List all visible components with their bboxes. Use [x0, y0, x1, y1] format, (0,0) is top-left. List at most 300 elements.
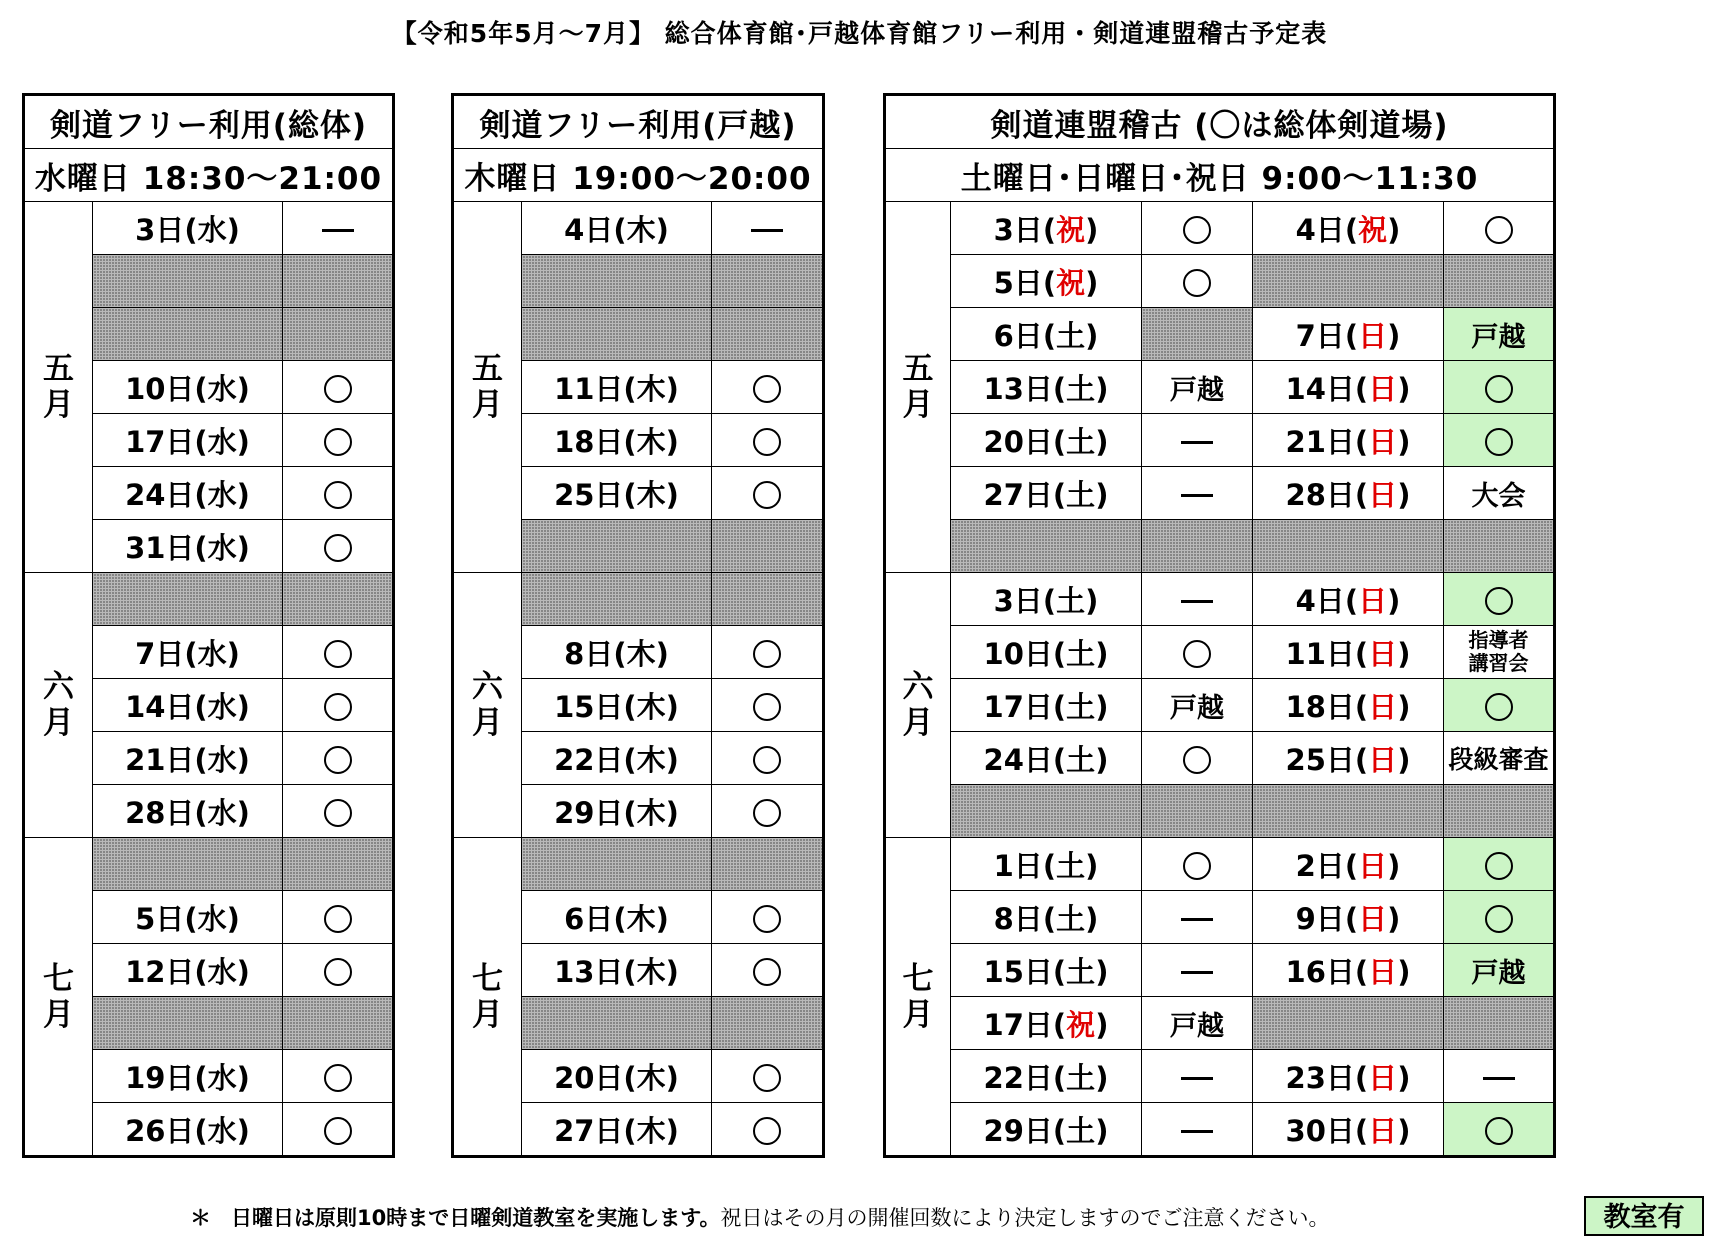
- status-cell: [1142, 997, 1253, 1050]
- month-char: 五: [902, 351, 934, 387]
- month-char: 六: [902, 669, 934, 705]
- paren-close: ): [1085, 265, 1099, 300]
- circle-mark-icon: [324, 375, 352, 403]
- date-cell: 6日(木): [522, 891, 712, 944]
- date-cell: 12日(水): [93, 944, 283, 997]
- date-cell: [951, 626, 1142, 679]
- date-day: 27日: [983, 477, 1053, 512]
- circle-mark-icon: [324, 693, 352, 721]
- date-cell: [1253, 679, 1444, 732]
- date-cell: [1253, 891, 1444, 944]
- paren-open: (: [1052, 1060, 1067, 1095]
- date-cell: [951, 202, 1142, 255]
- status-text: 戸越: [1170, 374, 1224, 406]
- shaded-empty-cell: [283, 838, 394, 891]
- date-cell: 7日(水): [93, 626, 283, 679]
- paren-close: ): [1387, 318, 1401, 353]
- paren-close: ): [1095, 1060, 1109, 1095]
- table-row: [885, 626, 1555, 679]
- footnote: [190, 1202, 1330, 1232]
- shaded-empty-cell: [1253, 785, 1444, 838]
- date-cell: [951, 997, 1142, 1050]
- circle-mark-icon: [1183, 269, 1211, 297]
- date-cell: [951, 679, 1142, 732]
- paren-close: ): [1095, 689, 1109, 724]
- weekday-label: 日: [1368, 689, 1398, 724]
- date-cell: [1253, 202, 1444, 255]
- status-text: 戸越: [1471, 957, 1526, 989]
- date-day: 16日: [1285, 954, 1355, 989]
- shaded-empty-cell: [951, 785, 1142, 838]
- shaded-empty-cell: [522, 573, 712, 626]
- date-cell: 5日(水): [93, 891, 283, 944]
- month-char: 六: [43, 669, 74, 705]
- status-cell: [283, 944, 394, 997]
- paren-open: (: [1052, 689, 1067, 724]
- circle-mark-icon: [1183, 640, 1211, 668]
- shaded-empty-cell: [1142, 520, 1253, 573]
- weekday-label: 日: [1368, 742, 1398, 777]
- paren-open: (: [1052, 424, 1067, 459]
- shaded-empty-cell: [951, 520, 1142, 573]
- date-day: 7日: [1295, 318, 1345, 353]
- weekday-label: 祝: [1056, 265, 1086, 300]
- date-cell: [951, 308, 1142, 361]
- paren-open: (: [1052, 954, 1067, 989]
- month-char: 月: [43, 387, 74, 423]
- paren-close: ): [1095, 371, 1109, 406]
- date-cell: [1253, 308, 1444, 361]
- legend-classroom-badge: 教室有: [1584, 1196, 1704, 1236]
- status-cell: [1444, 1103, 1555, 1157]
- shaded-empty-cell: [712, 838, 824, 891]
- weekday-label: 土: [1056, 318, 1086, 353]
- date-day: 24日: [983, 742, 1053, 777]
- weekday-label: 土: [1056, 901, 1086, 936]
- shaded-empty-cell: [93, 838, 283, 891]
- weekday-label: 土: [1066, 477, 1096, 512]
- shaded-empty-cell: [522, 520, 712, 573]
- status-cell: [1142, 255, 1253, 308]
- status-cell: [1142, 626, 1253, 679]
- shaded-empty-cell: [93, 308, 283, 361]
- circle-mark-icon: [1183, 746, 1211, 774]
- date-cell: 10日(水): [93, 361, 283, 414]
- status-cell: [283, 679, 394, 732]
- circle-mark-icon: [1485, 216, 1513, 244]
- shaded-empty-cell: [522, 838, 712, 891]
- shaded-empty-cell: [1253, 255, 1444, 308]
- month-char: 月: [902, 705, 934, 741]
- status-cell: [1444, 838, 1555, 891]
- table-row: [453, 202, 824, 255]
- paren-close: ): [1095, 636, 1109, 671]
- paren-open: (: [1354, 477, 1369, 512]
- date-cell: 26日(水): [93, 1103, 283, 1157]
- circle-mark-icon: [324, 428, 352, 456]
- table-row: [885, 732, 1555, 785]
- month-label: [885, 838, 951, 1157]
- table-row: [885, 1050, 1555, 1103]
- paren-open: (: [1052, 477, 1067, 512]
- date-cell: [1253, 414, 1444, 467]
- table-row: [885, 255, 1555, 308]
- date-cell: [1253, 626, 1444, 679]
- togoshi-schedule-table: [451, 93, 825, 1158]
- time-header: 木曜日 19:00～20:00: [453, 149, 824, 202]
- date-cell: 13日(木): [522, 944, 712, 997]
- date-cell: [1253, 1103, 1444, 1157]
- date-day: 15日: [983, 954, 1053, 989]
- circle-mark-icon: [753, 640, 781, 668]
- table-header: 剣道フリー利用(戸越): [453, 95, 824, 149]
- date-cell: [951, 732, 1142, 785]
- date-cell: [1253, 838, 1444, 891]
- date-cell: [1253, 1050, 1444, 1103]
- shaded-empty-cell: [1142, 785, 1253, 838]
- paren-close: ): [1387, 901, 1401, 936]
- paren-close: ): [1397, 1113, 1411, 1148]
- circle-mark-icon: [1485, 587, 1513, 615]
- date-cell: [1253, 944, 1444, 997]
- dash-mark-icon: [1181, 600, 1213, 603]
- paren-close: ): [1095, 1007, 1109, 1042]
- shaded-empty-cell: [522, 255, 712, 308]
- date-day: 10日: [983, 636, 1053, 671]
- date-day: 4日: [1295, 583, 1345, 618]
- status-cell: [1444, 732, 1555, 785]
- weekday-label: 日: [1368, 1060, 1398, 1095]
- date-cell: 11日(木): [522, 361, 712, 414]
- paren-close: ): [1397, 424, 1411, 459]
- circle-mark-icon: [753, 375, 781, 403]
- paren-open: (: [1052, 636, 1067, 671]
- table-row: [885, 573, 1555, 626]
- paren-open: (: [1354, 689, 1369, 724]
- time-row: [24, 149, 394, 202]
- month-label: [453, 838, 522, 1157]
- paren-open: (: [1052, 1007, 1067, 1042]
- status-cell: [1444, 626, 1555, 679]
- date-day: 3日: [993, 583, 1043, 618]
- paren-close: ): [1397, 371, 1411, 406]
- status-cell: [1142, 573, 1253, 626]
- status-cell: [1444, 361, 1555, 414]
- date-day: 23日: [1285, 1060, 1355, 1095]
- date-day: 9日: [1295, 901, 1345, 936]
- status-cell: [1444, 202, 1555, 255]
- shaded-empty-cell: [283, 997, 394, 1050]
- date-cell: [951, 573, 1142, 626]
- paren-close: ): [1387, 212, 1401, 247]
- shaded-empty-cell: [712, 255, 824, 308]
- table-row: [885, 891, 1555, 944]
- weekday-label: 土: [1066, 424, 1096, 459]
- date-cell: [951, 467, 1142, 520]
- status-cell: [712, 732, 824, 785]
- status-cell: [1444, 891, 1555, 944]
- month-char: 月: [472, 996, 503, 1033]
- date-cell: 3日(水): [93, 202, 283, 255]
- status-cell: [283, 414, 394, 467]
- paren-close: ): [1397, 689, 1411, 724]
- date-day: 2日: [1295, 848, 1345, 883]
- circle-mark-icon: [324, 799, 352, 827]
- date-day: 8日: [993, 901, 1043, 936]
- paren-open: (: [1344, 318, 1359, 353]
- date-day: 13日: [983, 371, 1053, 406]
- date-day: 21日: [1285, 424, 1355, 459]
- date-cell: 27日(木): [522, 1103, 712, 1157]
- shaded-empty-cell: [1253, 520, 1444, 573]
- weekday-label: 土: [1056, 583, 1086, 618]
- paren-close: ): [1387, 583, 1401, 618]
- circle-mark-icon: [753, 1117, 781, 1145]
- status-text: 指導者講習会: [1468, 628, 1529, 675]
- circle-mark-icon: [753, 1064, 781, 1092]
- shaded-empty-cell: [712, 997, 824, 1050]
- status-cell: [1444, 944, 1555, 997]
- status-cell: [1142, 361, 1253, 414]
- paren-close: ): [1095, 742, 1109, 777]
- circle-mark-icon: [324, 1064, 352, 1092]
- shaded-empty-cell: [283, 573, 394, 626]
- month-label: [24, 573, 93, 838]
- circle-mark-icon: [1485, 693, 1513, 721]
- status-cell: [1444, 679, 1555, 732]
- paren-open: (: [1354, 954, 1369, 989]
- shaded-empty-cell: [1444, 785, 1555, 838]
- time-header: 水曜日 18:30～21:00: [24, 149, 394, 202]
- status-cell: [712, 785, 824, 838]
- status-cell: [283, 732, 394, 785]
- circle-mark-icon: [753, 746, 781, 774]
- date-day: 28日: [1285, 477, 1355, 512]
- table-row: [885, 997, 1555, 1050]
- status-cell: [283, 202, 394, 255]
- date-cell: [951, 838, 1142, 891]
- table-row: [24, 202, 394, 255]
- status-cell: [712, 361, 824, 414]
- circle-mark-icon: [1183, 852, 1211, 880]
- weekday-label: 日: [1358, 901, 1388, 936]
- circle-mark-icon: [324, 958, 352, 986]
- table-row: [453, 838, 824, 891]
- month-char: 七: [902, 960, 934, 997]
- weekday-label: 日: [1358, 583, 1388, 618]
- status-cell: [1444, 1050, 1555, 1103]
- paren-open: (: [1042, 848, 1057, 883]
- shaded-empty-cell: [93, 255, 283, 308]
- weekday-label: 日: [1368, 954, 1398, 989]
- paren-open: (: [1344, 212, 1359, 247]
- shaded-empty-cell: [283, 308, 394, 361]
- status-cell: [1444, 308, 1555, 361]
- date-cell: [1253, 732, 1444, 785]
- weekday-label: 土: [1066, 1113, 1096, 1148]
- paren-open: (: [1344, 901, 1359, 936]
- paren-close: ): [1095, 954, 1109, 989]
- paren-close: ): [1397, 742, 1411, 777]
- date-cell: 18日(木): [522, 414, 712, 467]
- paren-close: ): [1085, 212, 1099, 247]
- paren-close: ): [1095, 1113, 1109, 1148]
- paren-open: (: [1354, 424, 1369, 459]
- month-char: 五: [472, 351, 503, 387]
- date-cell: 19日(水): [93, 1050, 283, 1103]
- date-cell: 22日(木): [522, 732, 712, 785]
- weekday-label: 祝: [1066, 1007, 1096, 1042]
- status-cell: [1142, 944, 1253, 997]
- shaded-empty-cell: [283, 255, 394, 308]
- paren-close: ): [1085, 901, 1099, 936]
- table-row: [885, 308, 1555, 361]
- date-day: 5日: [993, 265, 1043, 300]
- weekday-label: 土: [1066, 371, 1096, 406]
- circle-mark-icon: [1485, 852, 1513, 880]
- date-day: 25日: [1285, 742, 1355, 777]
- paren-open: (: [1042, 901, 1057, 936]
- status-cell: [1142, 1050, 1253, 1103]
- dash-mark-icon: [1181, 494, 1213, 497]
- date-cell: [951, 361, 1142, 414]
- date-cell: [951, 1103, 1142, 1157]
- dash-mark-icon: [1181, 1077, 1213, 1080]
- header-row: [453, 95, 824, 149]
- circle-mark-icon: [753, 905, 781, 933]
- table-row: [885, 202, 1555, 255]
- date-day: 18日: [1285, 689, 1355, 724]
- table-row: [885, 679, 1555, 732]
- paren-open: (: [1042, 583, 1057, 618]
- shaded-empty-cell: [1444, 520, 1555, 573]
- status-cell: [1142, 891, 1253, 944]
- shaded-empty-cell: [1444, 997, 1555, 1050]
- date-cell: 24日(水): [93, 467, 283, 520]
- date-day: 3日: [993, 212, 1043, 247]
- month-char: 七: [472, 960, 503, 997]
- date-cell: 15日(木): [522, 679, 712, 732]
- dash-mark-icon: [1483, 1077, 1515, 1080]
- date-cell: 20日(木): [522, 1050, 712, 1103]
- status-cell: [1142, 679, 1253, 732]
- paren-open: (: [1042, 212, 1057, 247]
- shaded-empty-cell: [1253, 997, 1444, 1050]
- footnote-star: ＊: [190, 1206, 211, 1230]
- date-cell: [1253, 573, 1444, 626]
- date-day: 17日: [983, 689, 1053, 724]
- table-row: [885, 414, 1555, 467]
- footnote-text: 祝日はその月の開催回数により決定しますのでご注意ください。: [720, 1206, 1330, 1230]
- date-cell: [1253, 467, 1444, 520]
- status-cell: [1142, 414, 1253, 467]
- date-cell: 28日(水): [93, 785, 283, 838]
- circle-mark-icon: [324, 746, 352, 774]
- month-label: [453, 573, 522, 838]
- month-char: 月: [902, 387, 934, 423]
- weekday-label: 土: [1066, 742, 1096, 777]
- table-row: [24, 573, 394, 626]
- shaded-empty-cell: [712, 308, 824, 361]
- dash-mark-icon: [1181, 971, 1213, 974]
- paren-open: (: [1052, 742, 1067, 777]
- circle-mark-icon: [324, 534, 352, 562]
- time-row: [453, 149, 824, 202]
- dash-mark-icon: [1181, 918, 1213, 921]
- weekday-label: 日: [1358, 318, 1388, 353]
- shaded-empty-cell: [712, 573, 824, 626]
- date-cell: [951, 414, 1142, 467]
- date-cell: 17日(水): [93, 414, 283, 467]
- status-cell: [1142, 467, 1253, 520]
- status-cell: [712, 679, 824, 732]
- table-row: [885, 520, 1555, 573]
- date-day: 11日: [1285, 636, 1355, 671]
- status-text: 戸越: [1170, 692, 1224, 724]
- date-day: 6日: [993, 318, 1043, 353]
- shaded-empty-cell: [522, 308, 712, 361]
- header-row: [885, 95, 1555, 149]
- circle-mark-icon: [1485, 1117, 1513, 1145]
- paren-open: (: [1354, 1113, 1369, 1148]
- status-cell: [712, 1103, 824, 1157]
- date-day: 20日: [983, 424, 1053, 459]
- shaded-empty-cell: [712, 520, 824, 573]
- date-cell: 8日(木): [522, 626, 712, 679]
- table-row: [885, 361, 1555, 414]
- table-row: [885, 1103, 1555, 1157]
- status-text: 段級審査: [1448, 745, 1549, 774]
- header-row: [24, 95, 394, 149]
- date-cell: 29日(木): [522, 785, 712, 838]
- paren-open: (: [1354, 371, 1369, 406]
- date-day: 29日: [983, 1113, 1053, 1148]
- paren-close: ): [1095, 424, 1109, 459]
- month-label: [885, 573, 951, 838]
- month-char: 月: [902, 996, 934, 1033]
- status-cell: [712, 891, 824, 944]
- status-cell: [283, 520, 394, 573]
- circle-mark-icon: [753, 958, 781, 986]
- status-cell: [283, 467, 394, 520]
- weekday-label: 土: [1056, 848, 1086, 883]
- paren-close: ): [1397, 1060, 1411, 1095]
- shaded-empty-cell: [93, 573, 283, 626]
- paren-close: ): [1085, 848, 1099, 883]
- status-cell: [283, 1103, 394, 1157]
- month-char: 月: [43, 705, 74, 741]
- table-header: 剣道連盟稽古 (〇は総体剣道場): [885, 95, 1555, 149]
- date-day: 14日: [1285, 371, 1355, 406]
- weekday-label: 土: [1066, 689, 1096, 724]
- weekday-label: 日: [1368, 477, 1398, 512]
- table-row: [885, 944, 1555, 997]
- circle-mark-icon: [324, 640, 352, 668]
- status-cell: [712, 202, 824, 255]
- soutai-schedule-table: [22, 93, 395, 1158]
- status-cell: [283, 785, 394, 838]
- weekday-label: 日: [1368, 636, 1398, 671]
- weekday-label: 土: [1066, 954, 1096, 989]
- dash-mark-icon: [1181, 441, 1213, 444]
- status-cell: [712, 414, 824, 467]
- circle-mark-icon: [1183, 216, 1211, 244]
- circle-mark-icon: [1485, 428, 1513, 456]
- date-cell: 21日(水): [93, 732, 283, 785]
- status-cell: [1444, 467, 1555, 520]
- date-cell: [951, 944, 1142, 997]
- circle-mark-icon: [753, 428, 781, 456]
